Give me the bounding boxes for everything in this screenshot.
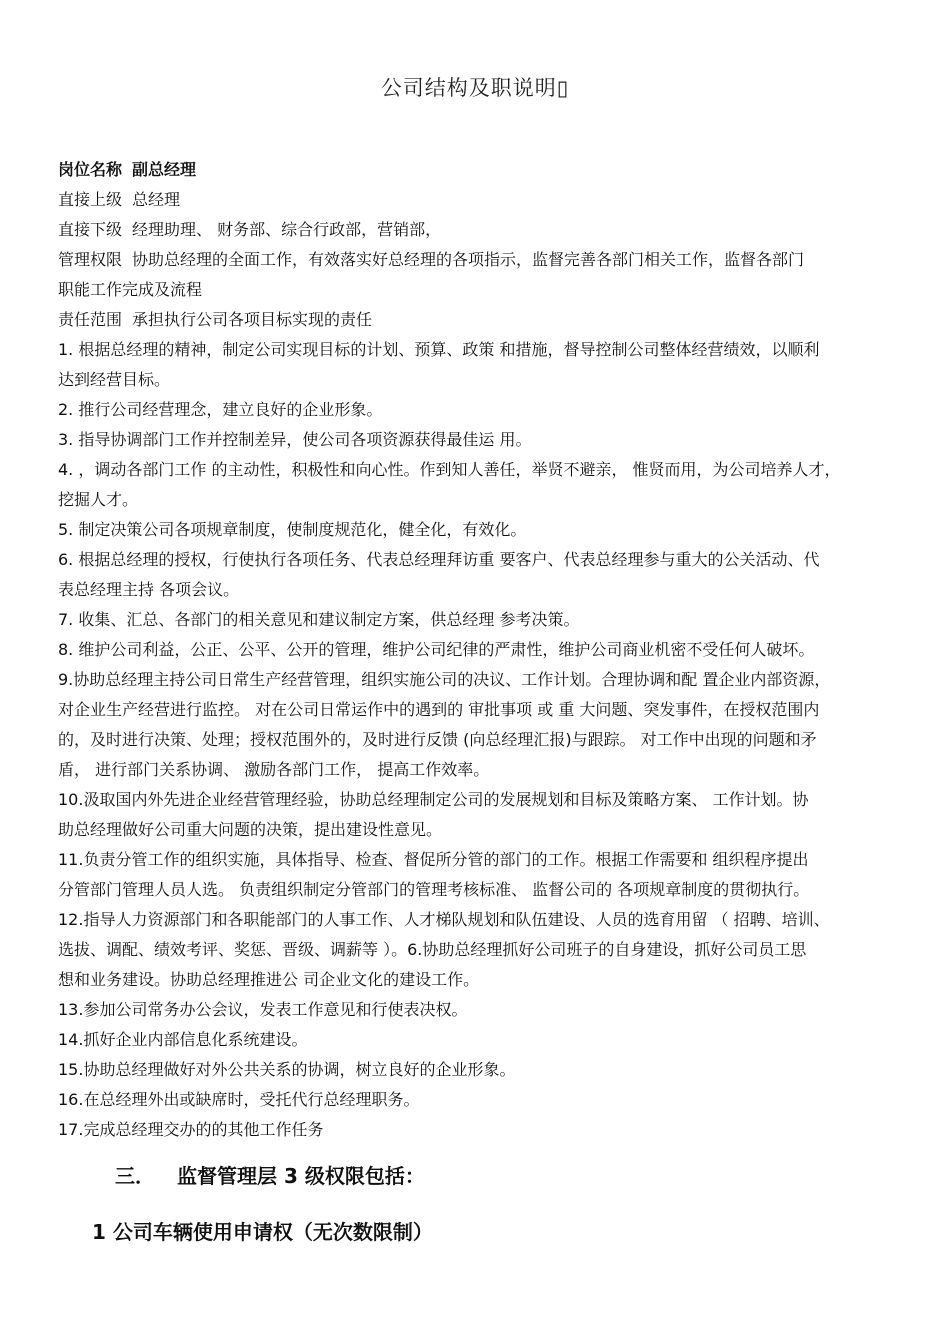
duty-line: 7. 收集、汇总、各部门的相关意见和建议制定方案，供总经理 参考决策。: [58, 610, 580, 629]
duty-line: 达到经营目标。: [58, 370, 171, 389]
duty-line: 对企业生产经营进行监控。 对在公司日常运作中的遇到的 审批事项 或 重 大问题、突发事件，在授权范围内: [58, 700, 820, 719]
section-number: 三．: [115, 1164, 155, 1188]
position-name-value: 副总经理: [132, 160, 197, 179]
duty-line: 15.协助总经理做好对外公共关系的协调，树立良好的企业形象。: [58, 1060, 516, 1079]
direct-superior-label: 直接上级: [58, 190, 123, 209]
duty-line: 9.协助总经理主持公司日常生产经营管理，组织实施公司的决议、工作计划。合理协调和配 置企业内部资源，: [58, 670, 831, 689]
responsibility-label: 责任范围: [58, 310, 123, 329]
duty-line: 挖掘人才。: [58, 490, 139, 509]
authority-line: [58, 245, 908, 275]
duty-line: 11.负责分管工作的组织实施，具体指导、检查、督促所分管的部门的工作。根据工作需要和 组织程序提出: [58, 850, 809, 869]
direct-subordinate-label: 直接下级: [58, 220, 123, 239]
duty-line: 13.参加公司常务办公会议，发表工作意见和行使表决权。: [58, 1000, 468, 1019]
duty-line: 想和业务建设。协助总经理推进公 司企业文化的建设工作。: [58, 970, 480, 989]
document-body: [58, 155, 908, 1145]
document-title: 公司结构及职说明▯: [380, 76, 570, 100]
duty-line: 10.汲取国内外先进企业经营管理经验，协助总经理制定公司的发展规划和目标及策略方案、 工作计划。协: [58, 790, 809, 809]
duty-line: 5. 制定决策公司各项规章制度，使制度规范化，健全化，有效化。: [58, 520, 527, 539]
responsibility-value: 承担执行公司各项目标实现的责任: [132, 310, 373, 329]
duty-line: 14.抓好企业内部信息化系统建设。: [58, 1030, 308, 1049]
duty-line: 4. ，调动各部门工作 的主动性，积极性和向心性。作到知人善任，举贤不避亲， 惟贤而用，为公司培养人才，: [58, 460, 841, 479]
authority-value: 协助总经理的全面工作，有效落实好总经理的各项指示，监督完善各部门相关工作，监督各部门: [132, 250, 805, 269]
duty-line: 选拔、调配、绩效考评、奖惩、晋级、调薪等 ）。6.协助总经理抓好公司班子的自身建设，抓好公司员工思: [58, 940, 807, 959]
direct-superior-value: 总经理: [132, 190, 181, 209]
duty-line: 17.完成总经理交办的的其他工作任务: [58, 1120, 324, 1139]
direct-superior-line: [58, 185, 908, 215]
duty-line: 2. 推行公司经营理念，建立良好的企业形象。: [58, 400, 383, 419]
direct-subordinate-value: 经理助理、 财务部、综合行政部，营销部，: [132, 220, 442, 239]
duty-line: 12.指导人力资源部门和各职能部门的人事工作、人才梯队规划和队伍建设、人员的选育用留 （ 招聘、培训、: [58, 910, 830, 929]
authority-line-continued: 职能工作完成及流程: [58, 280, 203, 299]
section-title: 监督管理层 3 级权限包括：: [177, 1164, 425, 1188]
duty-line: 8. 维护公司利益，公正、公平、公开的管理，维护公司纪律的严肃性，维护公司商业机密不受任何人破坏。: [58, 640, 815, 659]
authority-label: 管理权限: [58, 250, 123, 269]
duty-line: 表总经理主持 各项会议。: [58, 580, 240, 599]
duty-line: 16.在总经理外出或缺席时，受托代行总经理职务。: [58, 1090, 420, 1109]
position-name-label: 岗位名称: [58, 160, 123, 179]
duty-line: 6. 根据总经理的授权，行使执行各项任务、代表总经理拜访重 要客户、代表总经理参与重大的公关活动、代: [58, 550, 820, 569]
section-heading: [115, 1160, 425, 1189]
direct-subordinate-line: [58, 215, 908, 245]
duty-line: 1. 根据总经理的精神，制定公司实现目标的计划、预算、政策 和措施，督导控制公司整体经营绩效，以顺利: [58, 340, 820, 359]
duty-line: 助总经理做好公司重大问题的决策，提出建设性意见。: [58, 820, 443, 839]
duty-line: 的，及时进行决策、处理；授权范围外的，及时进行反馈 (向总经理汇报)与跟踪。 对工作中出现的问题和矛: [58, 730, 817, 749]
responsibility-line: [58, 305, 908, 335]
duty-line: 3. 指导协调部门工作并控制差异，使公司各项资源获得最佳运 用。: [58, 430, 532, 449]
duty-line: 盾， 进行部门关系协调、 激励各部门工作， 提高工作效率。: [58, 760, 490, 779]
duty-line: 分管部门管理人员人选。 负责组织制定分管部门的管理考核标准、 监督公司的 各项规章制度的贯彻执行。: [58, 880, 810, 899]
subsection-heading: 1 公司车辆使用申请权（无次数限制）: [92, 1220, 433, 1244]
position-name-line: [58, 155, 908, 185]
